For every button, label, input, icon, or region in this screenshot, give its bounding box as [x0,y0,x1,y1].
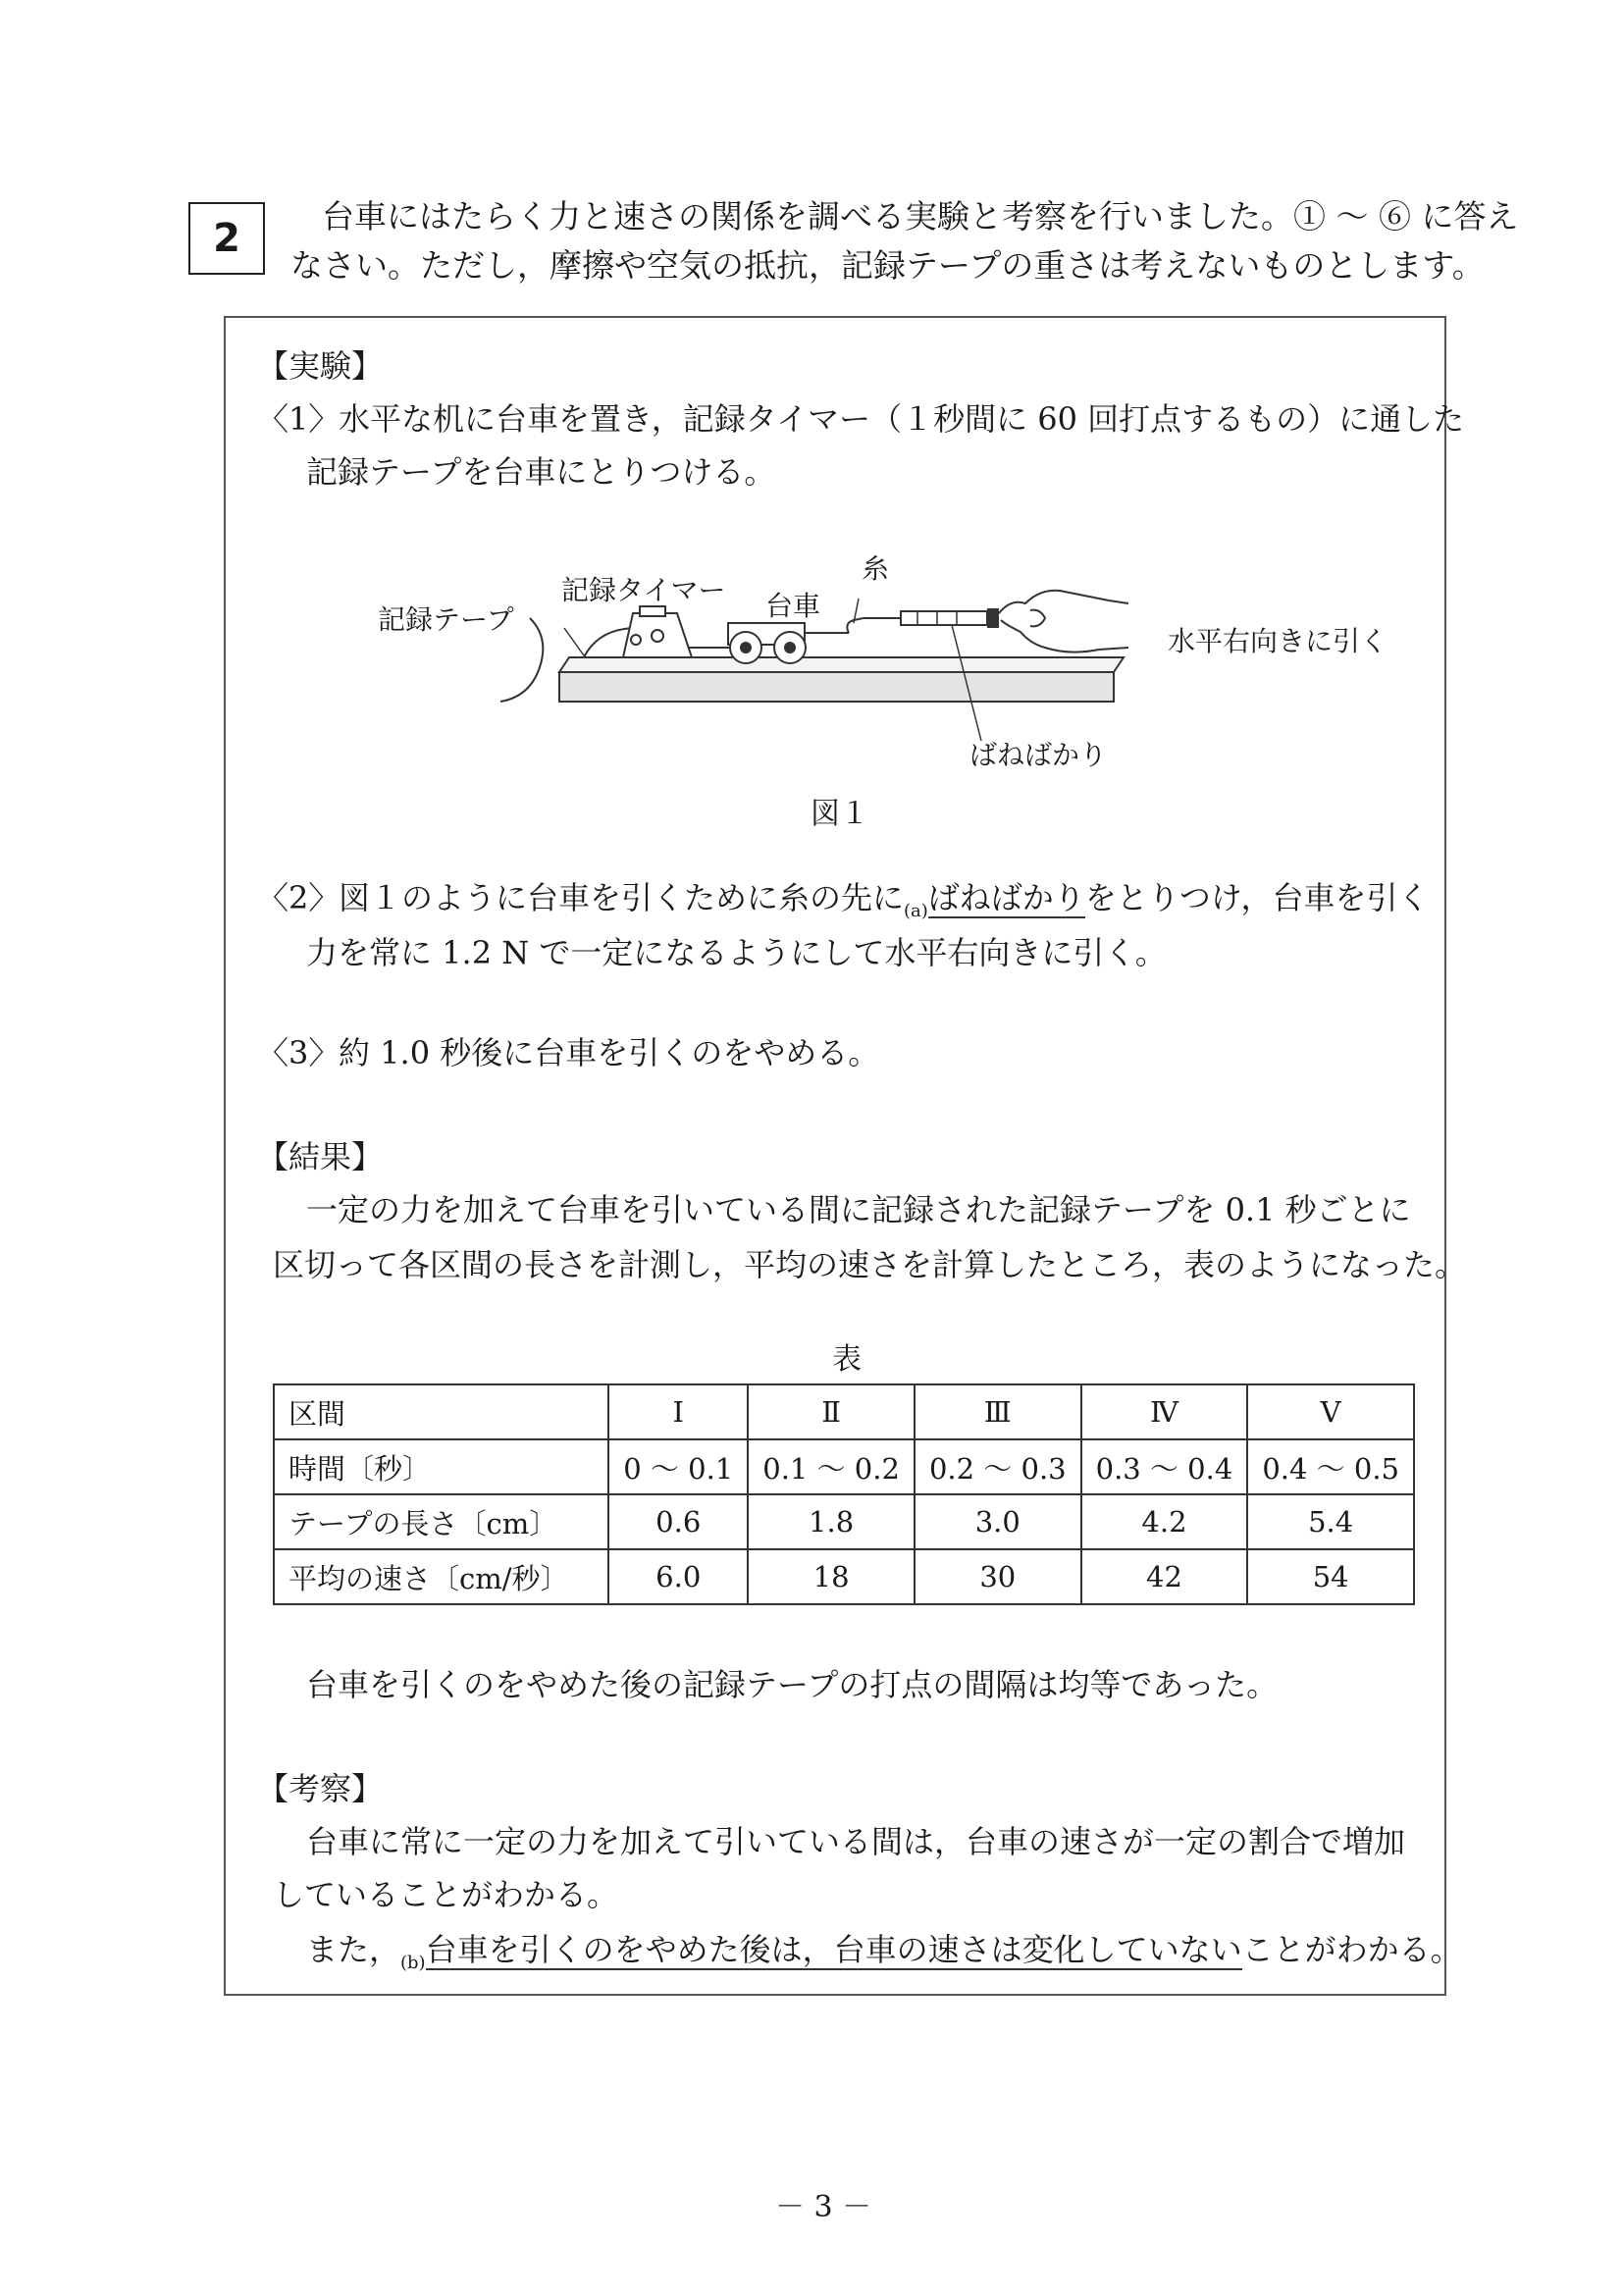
table-cell: 5.4 [1247,1494,1414,1549]
desk-shape [559,657,1124,702]
table-cell: 42 [1081,1549,1248,1604]
step3-text: 約 1.0 秒後に台車を引くのをやめる。 [339,1034,880,1071]
table-cell: 0 ～ 0.1 [608,1439,748,1494]
table-cell: 0.1 ～ 0.2 [748,1439,915,1494]
row-label-average-speed: 平均の速さ〔cm/秒〕 [274,1549,608,1604]
tape-leader-line [564,628,584,655]
table-cell: 18 [748,1549,915,1604]
label-cart: 台車 [765,590,821,622]
label-pull-right: 水平右向きに引く [1168,625,1388,657]
intro-line-2: なさい。ただし，摩擦や空気の抵抗，記録テープの重さは考えないものとします。 [290,246,1485,285]
step2-line-2: 力を常に 1.2 N で一定になるようにして水平右向きに引く。 [306,934,1167,971]
step1-line-2: 記録テープを台車にとりつける。 [306,453,776,491]
label-recording-tape: 記録テープ [378,603,514,636]
consideration-text-post: ことがわかる。 [1241,1931,1462,1968]
consideration-line-1: 台車に常に一定の力を加えて引いている間は，台車の速さが一定の割合で増加 [306,1823,1406,1860]
results-table [273,1383,1415,1605]
spring-scale-icon [864,608,999,628]
consideration-line-2: していることがわかる。 [273,1876,619,1913]
step2-text-pre: 図１のように台車を引くために糸の先に [339,879,905,916]
table-cell: 3.0 [915,1494,1081,1549]
table-row [274,1494,1414,1549]
hand-icon [999,591,1128,652]
table-row [274,1384,1414,1439]
row-label-time: 時間〔秒〕 [274,1439,608,1494]
table-cell: Ⅱ [748,1384,915,1439]
label-spring-scale: ばねばかり [969,739,1108,771]
result-line-1: 一定の力を加えて台車を引いている間に記録された記録テープを 0.1 秒ごとに [306,1191,1411,1228]
row-label-tape-length: テープの長さ〔cm〕 [274,1494,608,1549]
label-recording-timer: 記録タイマー [561,574,726,606]
result-heading: 【結果】 [257,1138,384,1175]
page-number: － 3 － [775,2190,872,2224]
intro-line-1: 台車にはたらく力と速さの関係を調べる実験と考察を行いました。① ～ ⑥ に答え [322,197,1519,235]
step2-number: 〈2〉 [257,879,340,916]
underlined-consideration: 台車を引くのをやめた後は，台車の速さは変化していない [425,1931,1242,1968]
consideration-heading: 【考察】 [257,1770,384,1807]
table-row [274,1549,1414,1604]
table-cell: Ⅳ [1081,1384,1248,1439]
question-number: 2 [188,202,265,275]
table-cell: 6.0 [608,1549,748,1604]
table-cell: 0.4 ～ 0.5 [1247,1439,1414,1494]
row-label-section: 区間 [274,1384,608,1439]
underlined-spring-scale: ばねばかり [927,879,1085,916]
hook-shape [847,618,864,633]
recording-timer-icon [623,606,692,657]
step1-number: 〈1〉 [257,400,340,438]
table-cell: Ⅴ [1247,1384,1414,1439]
table-cell: Ⅲ [915,1384,1081,1439]
marker-b: (b) [400,1953,426,1973]
table-title: 表 [832,1342,862,1377]
step1-line-1: 水平な机に台車を置き，記録タイマー（１秒間に 60 回打点するもの）に通した [339,400,1465,438]
consideration-line-3 [306,1923,1462,1990]
table-cell: 4.2 [1081,1494,1248,1549]
table-row [274,1439,1414,1494]
table-cell: Ⅰ [608,1384,748,1439]
table-cell: 30 [915,1549,1081,1604]
consideration-text-pre: また， [306,1931,401,1968]
result-after-text: 台車を引くのをやめた後の記録テープの打点の間隔は均等であった。 [306,1666,1279,1703]
figure-1-caption: 図１ [811,797,869,831]
table-cell: 54 [1247,1549,1414,1604]
experiment-heading: 【実験】 [257,347,384,385]
table-cell: 0.2 ～ 0.3 [915,1439,1081,1494]
label-string: 糸 [862,552,890,585]
table-cell: 0.3 ～ 0.4 [1081,1439,1248,1494]
step2-text-post: をとりつけ，台車を引く [1084,879,1430,916]
result-line-2: 区切って各区間の長さを計測し，平均の速さを計算したところ，表のようになった。 [273,1246,1467,1283]
table-cell: 1.8 [748,1494,915,1549]
step3-number: 〈3〉 [257,1034,340,1071]
marker-a: (a) [904,901,928,921]
table-cell: 0.6 [608,1494,748,1549]
